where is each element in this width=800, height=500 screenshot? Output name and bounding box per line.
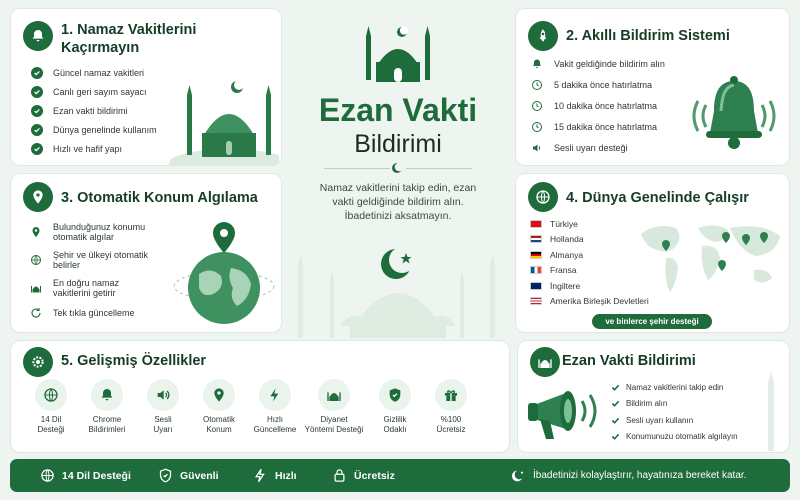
flag-turkey-icon xyxy=(530,220,542,228)
footer-item-free: Ücretsiz xyxy=(332,459,395,492)
country-item: Almanya xyxy=(530,247,649,263)
megaphone-illustration xyxy=(526,379,606,449)
list-item: 10 dakika önce hatırlatma xyxy=(530,95,665,116)
card3-title: 3. Otomatik Konum Algılama xyxy=(61,190,258,206)
footer-item-fast: Hızlı xyxy=(253,459,297,492)
crescent-star-icon xyxy=(510,468,526,484)
globe-illustration xyxy=(169,218,279,328)
country-list xyxy=(530,216,649,309)
list-item: Canlı geri sayım sayacı xyxy=(31,82,157,101)
check-icon xyxy=(31,86,43,98)
lock-icon xyxy=(332,468,347,483)
crescent-star-icon xyxy=(390,161,406,175)
list-item: Namaz vakitlerini takip edin xyxy=(610,379,738,396)
flag-uk-icon xyxy=(530,282,542,290)
check-icon xyxy=(31,124,43,136)
mosque-logo-icon xyxy=(358,22,438,86)
speaker-icon xyxy=(147,379,179,411)
card5-title: 5. Gelişmiş Özellikler xyxy=(61,353,207,369)
card2-list xyxy=(530,53,665,158)
globe-icon xyxy=(35,379,67,411)
bell-icon xyxy=(91,379,123,411)
card-location xyxy=(10,173,282,333)
feature-multilanguage: 14 Dil Desteği xyxy=(21,379,81,435)
card-advanced-features xyxy=(10,340,510,453)
clock-icon xyxy=(530,99,544,113)
footer-item-secure: Güvenli xyxy=(158,459,219,492)
card-worldwide xyxy=(515,173,790,333)
feature-diyanet-method: Diyanet Yöntemi Desteği xyxy=(301,379,367,435)
flag-usa-icon xyxy=(530,297,542,305)
brand-title: Ezan Vakti xyxy=(318,92,478,128)
list-item: Tek tıkla güncelleme xyxy=(29,302,151,324)
flag-france-icon xyxy=(530,266,542,274)
list-item: Sesli uyarı desteği xyxy=(530,137,665,158)
brand-panel xyxy=(290,8,506,338)
list-item: En doğru namaz vakitlerini getirir xyxy=(29,274,151,302)
brand-subtitle: Bildirimi xyxy=(354,130,442,158)
card1-list xyxy=(31,63,157,158)
card-app-summary xyxy=(517,340,790,453)
world-map-illustration xyxy=(636,214,786,304)
country-item: Amerika Birleşik Devletleri xyxy=(530,294,649,310)
feature-audio-alert: Sesli Uyarı xyxy=(133,379,193,435)
country-item: Hollanda xyxy=(530,232,649,248)
list-item: Konumunuzu otomatik algılayın xyxy=(610,429,738,446)
feature-free: %100 Ücretsiz xyxy=(421,379,481,435)
country-item: İngiltere xyxy=(530,278,649,294)
bell-icon xyxy=(530,57,544,71)
footer-item-languages: 14 Dil Desteği xyxy=(40,459,131,492)
location-pin-icon xyxy=(23,182,53,212)
flag-netherlands-icon xyxy=(530,235,542,243)
globe-icon xyxy=(528,182,558,212)
feature-fast-update: Hızlı Güncelleme xyxy=(245,379,305,435)
check-icon xyxy=(610,430,620,444)
list-item: Ezan vakti bildirimi xyxy=(31,101,157,120)
mosque-icon xyxy=(530,347,560,377)
card-prayer-times xyxy=(10,8,282,166)
list-item: Sesli uyarı kullanın xyxy=(610,412,738,429)
card-smart-notifications xyxy=(515,8,790,166)
crescent-star-icon xyxy=(378,244,418,284)
location-pin-icon xyxy=(203,379,235,411)
check-icon xyxy=(31,105,43,117)
refresh-icon xyxy=(29,306,43,320)
globe-icon xyxy=(29,253,43,267)
list-item: Bildirim alın xyxy=(610,396,738,413)
card6-list xyxy=(610,379,738,445)
card1-title: 1. Namaz Vakitlerini Kaçırmayın xyxy=(61,22,197,56)
brand-description: Namaz vakitlerini takip edin, ezan vakti geldiğinde bildirim alın. İbadetinizi aksatmayın. xyxy=(319,182,477,222)
list-item: Vakit geldiğinde bildirim alın xyxy=(530,53,665,74)
feature-privacy: Gizlilik Odaklı xyxy=(365,379,425,435)
lightning-icon xyxy=(253,468,268,483)
list-item: 15 dakika önce hatırlatma xyxy=(530,116,665,137)
card2-title: 2. Akıllı Bildirim Sistemi xyxy=(566,28,730,44)
list-item: Şehir ve ülkeyi otomatik belirler xyxy=(29,246,151,274)
list-item: 5 dakika önce hatırlatma xyxy=(530,74,665,95)
list-item: Güncel namaz vakitleri xyxy=(31,63,157,82)
shield-icon xyxy=(379,379,411,411)
rocket-icon xyxy=(528,21,558,51)
clock-icon xyxy=(530,120,544,134)
check-icon xyxy=(31,143,43,155)
card3-list xyxy=(29,218,151,324)
gear-icon xyxy=(23,347,53,377)
mosque-icon xyxy=(29,281,43,295)
bell-illustration xyxy=(684,71,784,161)
globe-icon xyxy=(40,468,55,483)
gift-icon xyxy=(435,379,467,411)
check-icon xyxy=(610,380,620,394)
feature-auto-location: Otomatik Konum xyxy=(189,379,249,435)
lightning-icon xyxy=(259,379,291,411)
check-icon xyxy=(610,397,620,411)
clock-icon xyxy=(530,78,544,92)
card6-title: Ezan Vakti Bildirimi xyxy=(562,353,696,369)
mosque-illustration xyxy=(169,65,279,165)
mosque-icon xyxy=(318,379,350,411)
check-icon xyxy=(610,413,620,427)
location-pin-icon xyxy=(29,225,43,239)
mosque-silhouette xyxy=(754,371,788,451)
footer-slogan: İbadetinizi kolaylaştırır, hayatınıza bereket katar. xyxy=(510,459,746,492)
footer-bar xyxy=(10,459,790,492)
city-support-badge: ve binlerce şehir desteği xyxy=(592,314,712,329)
speaker-icon xyxy=(530,141,544,155)
feature-chrome-notifications: Chrome Bildirimleri xyxy=(77,379,137,435)
card4-title: 4. Dünya Genelinde Çalışır xyxy=(566,190,749,206)
country-item: Türkiye xyxy=(530,216,649,232)
list-item: Hızlı ve hafif yapı xyxy=(31,139,157,158)
shield-icon xyxy=(158,468,173,483)
bell-icon xyxy=(23,21,53,51)
flag-germany-icon xyxy=(530,251,542,259)
check-icon xyxy=(31,67,43,79)
list-item: Dünya genelinde kullanım xyxy=(31,120,157,139)
country-item: Fransa xyxy=(530,263,649,279)
list-item: Bulunduğunuz konumu otomatik algılar xyxy=(29,218,151,246)
